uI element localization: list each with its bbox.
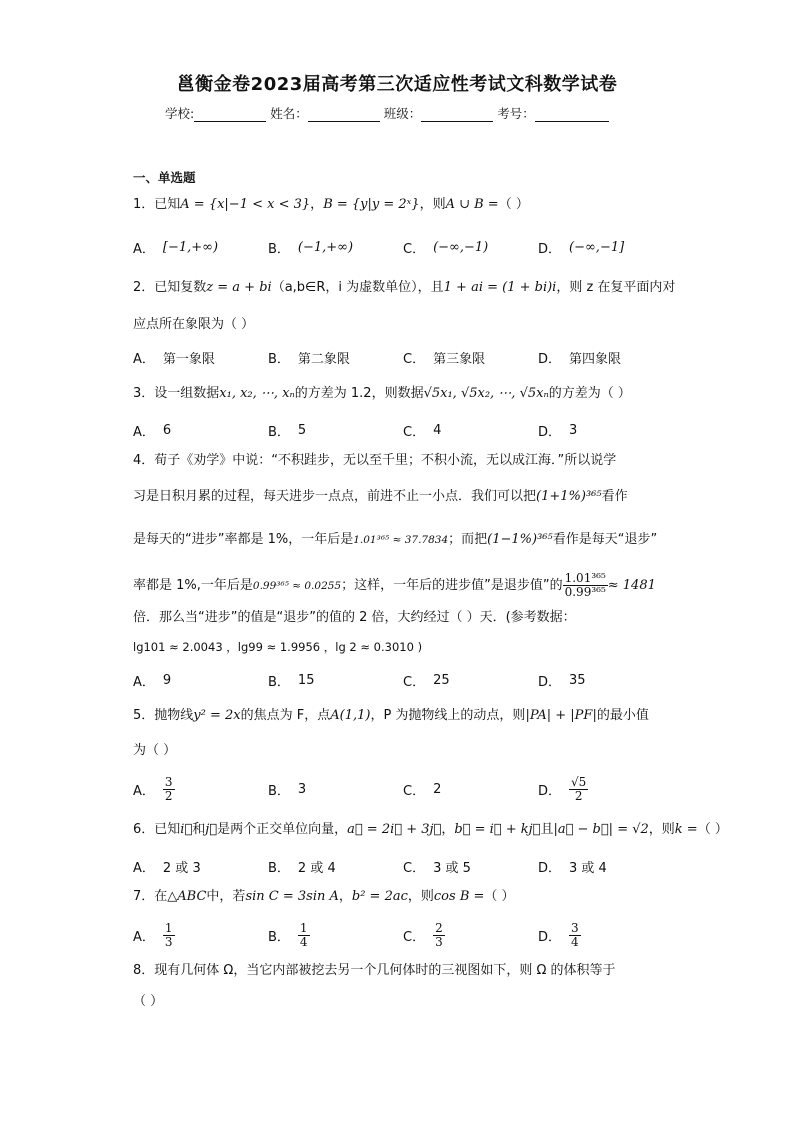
q2-expr2: 1 + ai = (1 + bi)i xyxy=(443,280,557,295)
q5-text-a: 5．抛物线 xyxy=(133,708,194,723)
q5-text-d: 的最小值 xyxy=(596,708,649,723)
option-value: 35 xyxy=(569,673,586,688)
q7-options xyxy=(133,918,673,952)
q1-option-b[interactable] xyxy=(268,238,403,257)
option-fraction xyxy=(298,922,310,949)
q2-options xyxy=(133,348,673,367)
q1-text-a: 1．已知 xyxy=(133,197,181,212)
q7-expr1: △ABC xyxy=(167,889,207,904)
q4-line-2 xyxy=(133,488,673,506)
fraction-denominator: 3 xyxy=(164,934,173,949)
option-value: 15 xyxy=(297,673,315,688)
number-field xyxy=(497,104,613,122)
q6-option-a[interactable] xyxy=(133,857,268,876)
q3-text-a: 3．设一组数据 xyxy=(133,386,220,401)
option-value: 第二象限 xyxy=(297,352,350,367)
q6-expr2: b⃗ = i⃗ + kj⃗ xyxy=(454,822,541,837)
question-2 xyxy=(133,279,676,297)
q3-data1: x₁, x₂, ⋯, xₙ xyxy=(219,386,295,401)
q5-option-d[interactable] xyxy=(538,776,673,803)
option-label: C． xyxy=(403,352,426,367)
q7-option-a[interactable] xyxy=(133,922,268,949)
option-label: D． xyxy=(538,352,562,367)
q5-options xyxy=(133,772,673,806)
name-blank[interactable] xyxy=(308,109,380,122)
class-label: 班级： xyxy=(383,106,422,121)
option-value: 5 xyxy=(297,423,307,438)
fraction-numerator: 2 xyxy=(435,920,443,935)
number-label: 考号： xyxy=(497,106,535,121)
q7-text-d: ，则 xyxy=(407,889,434,904)
question-7 xyxy=(133,888,673,906)
q5-text-c: ，P 为抛物线上的动点，则 xyxy=(370,708,526,723)
option-label: D． xyxy=(538,425,562,440)
q3-text-b: 的方差为 1.2，则数据 xyxy=(294,386,424,401)
q1-set-a: A = {x|−1 < x < 3} xyxy=(180,197,311,212)
q4-line-5: 倍．那么当“进步”的值是“退步”的值的 2 倍，大约经过（ ）天．(参考数据： xyxy=(133,610,576,625)
q7-text-c: ， xyxy=(338,889,352,904)
q7-option-d[interactable] xyxy=(538,922,673,949)
q6-text-a: 6．已知 xyxy=(133,822,181,837)
option-label: B． xyxy=(268,675,290,690)
q3-options xyxy=(133,421,673,440)
q6-text-c: 是两个正交单位向量， xyxy=(217,822,348,837)
q4-l4-b: ；这样，一年后的进步值”是退步值”的 xyxy=(341,577,563,593)
q2-option-d[interactable] xyxy=(538,348,673,367)
option-label: A． xyxy=(133,929,155,945)
q1-option-d[interactable] xyxy=(538,238,673,257)
q6-vec-j: j⃗ xyxy=(205,822,218,837)
option-label: A． xyxy=(133,861,155,876)
q2-text-c: ，则 z 在复平面内对 xyxy=(556,280,676,295)
option-fraction xyxy=(569,922,581,949)
q4-line-3 xyxy=(133,531,673,549)
q4-fraction xyxy=(563,572,608,599)
q3-option-a[interactable] xyxy=(133,421,268,440)
q5-line-2: 为（ ） xyxy=(133,743,177,758)
option-value: [−1,+∞) xyxy=(162,240,219,255)
option-label: B． xyxy=(268,783,290,799)
q7-option-c[interactable] xyxy=(403,922,538,949)
q3-data2: √5x₁, √5x₂, ⋯, √5xₙ xyxy=(423,386,549,401)
q6-text-d: ， xyxy=(441,822,455,837)
question-5 xyxy=(133,707,673,725)
class-blank[interactable] xyxy=(421,109,493,122)
q4-options xyxy=(133,671,673,690)
q3-option-d[interactable] xyxy=(538,421,673,440)
option-value: 第三象限 xyxy=(433,352,486,367)
school-label: 学校: xyxy=(165,106,195,121)
q8-line-1: 8．现有几何体 Ω，当它内部被挖去另一个几何体时的三视图如下，则 Ω 的体积等于 xyxy=(133,963,616,978)
option-value: 6 xyxy=(162,423,172,438)
q6-text-e: 且 xyxy=(540,822,554,837)
q4-line-1: 4．荀子《劝学》中说：“不积跬步，无以至千里；不积小流，无以成江海．”所以说学 xyxy=(133,453,617,468)
option-label: B． xyxy=(268,425,290,440)
school-blank[interactable] xyxy=(194,109,266,122)
school-field xyxy=(165,104,270,122)
q4-option-d[interactable] xyxy=(538,671,673,690)
option-label: D． xyxy=(538,929,562,945)
option-label: C． xyxy=(403,929,426,945)
student-info-row xyxy=(165,104,685,122)
option-label: B． xyxy=(268,929,290,945)
option-label: B． xyxy=(268,861,290,876)
q4-l4-c: ≈ 1481 xyxy=(607,577,656,593)
question-6 xyxy=(133,821,728,839)
option-label: D． xyxy=(538,783,562,799)
q6-text-f: ，则 xyxy=(648,822,675,837)
q4-l3-expr: 1.01³⁶⁵ ≈ 37.7834 xyxy=(353,534,449,546)
option-fraction xyxy=(433,922,445,949)
option-value: (−∞,−1] xyxy=(569,240,625,255)
option-value: 4 xyxy=(433,423,442,438)
option-value: 3 xyxy=(569,423,578,438)
q3-text-c: 的方差为（ ） xyxy=(548,386,631,401)
q7-text-b: 中，若 xyxy=(206,889,246,904)
q4-option-b[interactable] xyxy=(268,671,403,690)
option-label: C． xyxy=(403,861,426,876)
option-label: B． xyxy=(268,352,290,367)
option-value: 2 或 4 xyxy=(297,861,336,876)
q7-expr3: b² = 2ac xyxy=(351,889,408,904)
q4-line-6: lg101 ≈ 2.0043 ，lg99 ≈ 1.9956 ，lg 2 ≈ 0.3010 ) xyxy=(133,640,423,654)
q5-option-c[interactable] xyxy=(403,780,538,799)
q2-expr: z = a + bi xyxy=(206,280,272,295)
fraction-denominator: 2 xyxy=(164,788,173,803)
q4-l4-a: 率都是 1%,一年后是 xyxy=(133,577,253,593)
q1-expr: A ∪ B = xyxy=(445,197,499,212)
q6-expr4: k = xyxy=(674,822,698,837)
q4-l2-a: 习是日积月累的过程，每天进步一点点，前进不止一小点．我们可以把 xyxy=(133,489,537,504)
q2-option-b[interactable] xyxy=(268,348,403,367)
option-label: A． xyxy=(133,675,155,690)
q4-l2-expr: (1+1%)³⁶⁵ xyxy=(536,489,602,504)
q8-line-2: （ ） xyxy=(133,994,164,1009)
q1-options xyxy=(133,238,673,257)
q6-expr3: |a⃗ − b⃗| = √2 xyxy=(553,822,649,837)
q6-option-c[interactable] xyxy=(403,857,538,876)
q2-line-2: 应点所在象限为（ ） xyxy=(133,317,255,332)
q5-option-a[interactable] xyxy=(133,776,268,803)
q4-option-a[interactable] xyxy=(133,671,268,690)
q1-sep: ， xyxy=(310,197,324,212)
name-label: 姓名： xyxy=(270,106,308,121)
option-label: C． xyxy=(403,425,426,440)
q5-expr2: A(1,1) xyxy=(330,708,371,723)
fraction-denominator: 3 xyxy=(435,934,443,949)
fraction-numerator: 1.01³⁶⁵ xyxy=(564,571,606,585)
fraction-numerator: √5 xyxy=(571,774,587,789)
q1-option-c[interactable] xyxy=(403,238,538,257)
q6-option-b[interactable] xyxy=(268,857,403,876)
q2-text-a: 2．已知复数 xyxy=(133,280,207,295)
q6-paren: （ ） xyxy=(697,822,728,837)
fraction-numerator: 1 xyxy=(164,920,173,935)
number-blank[interactable] xyxy=(535,109,609,122)
q2-text-b: （a,b∈R，i 为虚数单位），且 xyxy=(271,280,444,295)
q6-text-b: 和 xyxy=(192,822,206,837)
class-field xyxy=(384,104,498,122)
option-label: A． xyxy=(133,783,155,799)
fraction-denominator: 4 xyxy=(299,934,308,949)
option-value: (−∞,−1) xyxy=(433,240,489,255)
q4-l2-b: 看作 xyxy=(601,489,628,504)
q4-l4-expr: 0.99³⁶⁵ ≈ 0.0255 xyxy=(252,579,342,592)
fraction-denominator: 4 xyxy=(571,934,579,949)
q4-l3-c: 看作是每天“退步” xyxy=(552,532,658,547)
q2-option-c[interactable] xyxy=(403,348,538,367)
question-3 xyxy=(133,385,673,403)
q5-option-b[interactable] xyxy=(268,780,403,799)
option-label: A． xyxy=(133,242,155,257)
q7-expr4: cos B = xyxy=(433,889,485,904)
option-value: 2 xyxy=(433,781,442,797)
option-label: D． xyxy=(538,675,562,690)
option-value: 3 xyxy=(297,781,307,797)
q6-vec-i: i⃗ xyxy=(180,822,193,837)
option-label: B． xyxy=(268,242,290,257)
option-label: A． xyxy=(133,425,155,440)
fraction-denominator: 0.99³⁶⁵ xyxy=(564,585,606,599)
option-value: 第四象限 xyxy=(569,352,622,367)
q1-option-a[interactable] xyxy=(133,238,268,257)
q4-l3-b: ；而把 xyxy=(448,532,488,547)
option-fraction xyxy=(163,922,175,949)
q4-l3-expr2: (1−1%)³⁶⁵ xyxy=(487,532,553,547)
q6-option-d[interactable] xyxy=(538,857,673,876)
option-value: 9 xyxy=(162,673,172,688)
q7-text-a: 7．在 xyxy=(133,889,168,904)
q7-expr2: sin C = 3sin A xyxy=(245,889,339,904)
q5-expr3: |PA| + |PF| xyxy=(525,708,597,723)
option-label: C． xyxy=(403,675,426,690)
q1-paren: （ ） xyxy=(498,197,529,212)
fraction-denominator: 2 xyxy=(574,788,583,803)
option-value: 25 xyxy=(433,673,450,688)
q5-text-b: 的焦点为 F，点 xyxy=(240,708,331,723)
q4-l3-a: 是每天的“进步”率都是 1%，一年后是 xyxy=(133,532,354,547)
option-label: C． xyxy=(403,242,426,257)
name-field xyxy=(270,104,384,122)
option-value: 2 或 3 xyxy=(162,861,201,876)
option-value: 第一象限 xyxy=(162,352,215,367)
q1-set-b: B = {y|y = 2ˣ} xyxy=(323,197,420,212)
q3-option-c[interactable] xyxy=(403,421,538,440)
option-label: D． xyxy=(538,242,562,257)
fraction-numerator: 3 xyxy=(164,774,173,789)
q3-option-b[interactable] xyxy=(268,421,403,440)
exam-title: 邕衡金卷2023届高考第三次适应性考试文科数学试卷 xyxy=(176,74,618,95)
q5-expr: y² = 2x xyxy=(193,708,241,723)
q4-option-c[interactable] xyxy=(403,671,538,690)
q4-line-4 xyxy=(133,572,673,599)
q7-option-b[interactable] xyxy=(268,922,403,949)
option-label: A． xyxy=(133,352,155,367)
q7-paren: （ ） xyxy=(484,889,515,904)
option-fraction xyxy=(163,776,175,803)
fraction-numerator: 1 xyxy=(299,920,308,935)
fraction-numerator: 3 xyxy=(571,920,579,935)
q6-expr1: a⃗ = 2i⃗ + 3j⃗ xyxy=(347,822,442,837)
option-label: C． xyxy=(403,783,426,799)
option-fraction xyxy=(569,776,588,803)
option-value: 3 或 5 xyxy=(433,861,471,876)
option-value: 3 或 4 xyxy=(569,861,607,876)
section-heading: 一、单选题 xyxy=(133,170,196,185)
q6-options xyxy=(133,857,673,876)
option-label: D． xyxy=(538,861,562,876)
q1-text-b: ，则 xyxy=(419,197,446,212)
option-value: (−1,+∞) xyxy=(297,240,354,255)
q2-option-a[interactable] xyxy=(133,348,268,367)
question-1 xyxy=(133,196,673,214)
